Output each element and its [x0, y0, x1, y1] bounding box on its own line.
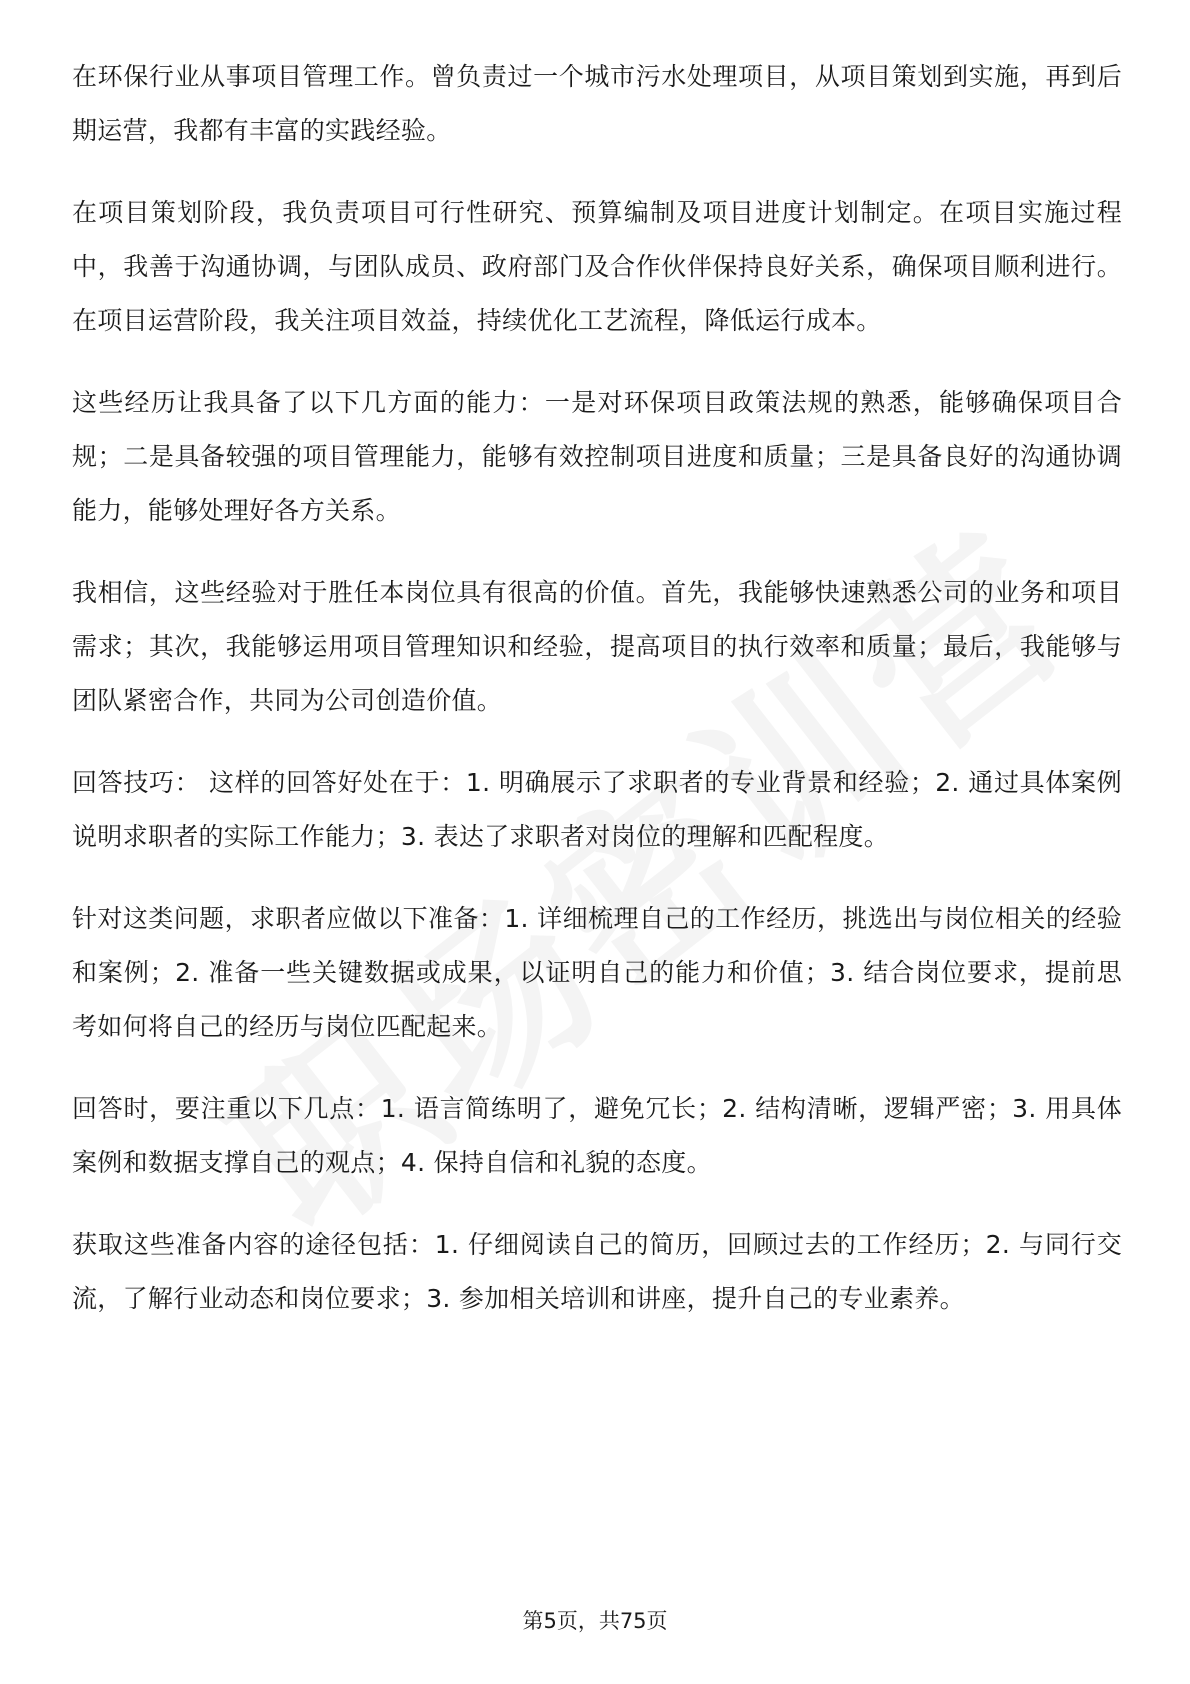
paragraph-preparation: 针对这类问题，求职者应做以下准备：1. 详细梳理自己的工作经历，挑选出与岗位相关的经验和案例；2. 准备一些关键数据或成果，以证明自己的能力和价值；3. 结合岗位要求，提前思考如何将自己的经历与岗位匹配起来。: [72, 904, 1122, 1041]
page-number: 第5页，共75页: [522, 1609, 668, 1633]
paragraph-answer-points: 回答时，要注重以下几点：1. 语言简练明了，避免冗长；2. 结构清晰，逻辑严密；3. 用具体案例和数据支撑自己的观点；4. 保持自信和礼貌的态度。: [72, 1094, 1122, 1177]
paragraph-answer-tips: 回答技巧： 这样的回答好处在于：1. 明确展示了求职者的专业背景和经验；2. 通过具体案例说明求职者的实际工作能力；3. 表达了求职者对岗位的理解和匹配程度。: [72, 768, 1122, 851]
paragraph-sources: 获取这些准备内容的途径包括：1. 仔细阅读自己的简历，回顾过去的工作经历；2. 与同行交流，了解行业动态和岗位要求；3. 参加相关培训和讲座，提升自己的专业素养。: [72, 1230, 1122, 1313]
paragraph-project-phases: 在项目策划阶段，我负责项目可行性研究、预算编制及项目进度计划制定。在项目实施过程中，我善于沟通协调，与团队成员、政府部门及合作伙伴保持良好关系，确保项目顺利进行。在项目运营阶段，我关注项目效益，持续优化工艺流程，降低运行成本。: [72, 198, 1122, 335]
document-body: [72, 50, 1122, 1354]
paragraph-value: 我相信，这些经验对于胜任本岗位具有很高的价值。首先，我能够快速熟悉公司的业务和项目需求；其次，我能够运用项目管理知识和经验，提高项目的执行效率和质量；最后，我能够与团队紧密合作，共同为公司创造价值。: [72, 578, 1122, 715]
paragraph-abilities: 这些经历让我具备了以下几方面的能力：一是对环保项目政策法规的熟悉，能够确保项目合规；二是具备较强的项目管理能力，能够有效控制项目进度和质量；三是具备良好的沟通协调能力，能够处理好各方关系。: [72, 388, 1122, 525]
paragraph-experience-intro: 在环保行业从事项目管理工作。曾负责过一个城市污水处理项目，从项目策划到实施，再到后期运营，我都有丰富的实践经验。: [72, 62, 1122, 145]
